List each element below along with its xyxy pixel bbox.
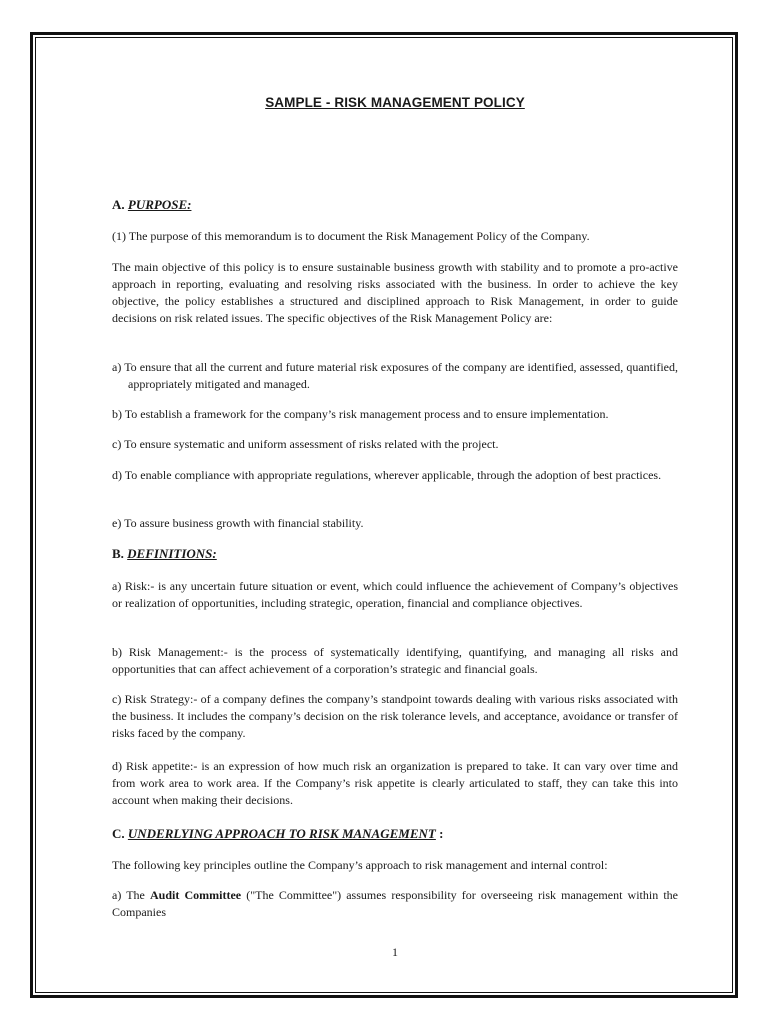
section-c-paragraph-1: The following key principles outline the Company’s approach to risk management and internal control: bbox=[112, 858, 608, 872]
section-c-prefix: C. bbox=[112, 826, 128, 841]
section-a-label: PURPOSE: bbox=[127, 197, 192, 212]
section-b-label: DEFINITIONS: bbox=[127, 546, 217, 561]
section-c-item-a bbox=[112, 887, 678, 921]
document-title: SAMPLE - RISK MANAGEMENT POLICY bbox=[265, 95, 525, 110]
section-c-item-a-pre: a) The bbox=[112, 888, 150, 902]
section-c-suffix: : bbox=[435, 826, 444, 841]
section-a-prefix: A. bbox=[112, 197, 128, 212]
section-a-item-e: e) To assure business growth with financial stability. bbox=[112, 516, 364, 530]
definition-risk-appetite: d) Risk appetite:- is an expression of how much risk an organization is prepared to take. It can vary over time and from work area to work area. If the Company’s risk appetite is clearly articulated to staff, they can take this into account when making their decisions. bbox=[112, 759, 678, 807]
document-page bbox=[112, 0, 678, 1024]
definition-risk: a) Risk:- is any uncertain future situation or event, which could influence the achievement of Company’s objectives or realization of opportunities, including strategic, operation, financial and compliance objectives. bbox=[112, 579, 678, 610]
section-a-item-b: b) To establish a framework for the company’s risk management process and to ensure implementation. bbox=[112, 407, 609, 421]
section-c-item-a-post: ("The Committee") assumes responsibility for overseeing risk management within the Companies bbox=[112, 888, 678, 919]
audit-committee-term: Audit Committee bbox=[150, 888, 242, 902]
section-a-item-a: a) To ensure that all the current and future material risk exposures of the company are identified, assessed, quantified, appropriately mitigated and managed. bbox=[112, 360, 678, 391]
section-a-item-d: d) To enable compliance with appropriate regulations, wherever applicable, through the adoption of best practices. bbox=[112, 468, 662, 482]
section-a-paragraph-1: (1) The purpose of this memorandum is to document the Risk Management Policy of the Company. bbox=[112, 229, 590, 243]
section-a-item-c: c) To ensure systematic and uniform assessment of risks related with the project. bbox=[112, 437, 499, 451]
section-c-heading bbox=[112, 825, 443, 842]
section-a-heading bbox=[112, 196, 191, 213]
section-b-heading bbox=[112, 545, 217, 562]
section-c-label: UNDERLYING APPROACH TO RISK MANAGEMENT bbox=[127, 826, 436, 841]
section-b-prefix: B. bbox=[112, 546, 128, 561]
definition-risk-strategy: c) Risk Strategy:- of a company defines the company’s standpoint towards dealing with various risks associated with the business. It includes the company’s decision on the risk tolerance levels, and acceptance, avoidance or transfer of risks faced by the company. bbox=[112, 692, 678, 740]
page-number: 1 bbox=[392, 945, 398, 959]
definition-risk-management: b) Risk Management:- is the process of systematically identifying, quantifying, and managing all risks and opportunities that can affect achievement of a corporation’s strategic and financial goals. bbox=[112, 645, 678, 676]
section-a-paragraph-2: The main objective of this policy is to ensure sustainable business growth with stability and to promote a pro-active approach in reporting, evaluating and resolving risks associated with the business. In order to achieve the key objective, the policy establishes a structured and disciplined approach to Risk Management, in order to guide decisions on risk related issues. The specific objectives of the Risk Management Policy are: bbox=[112, 260, 678, 325]
